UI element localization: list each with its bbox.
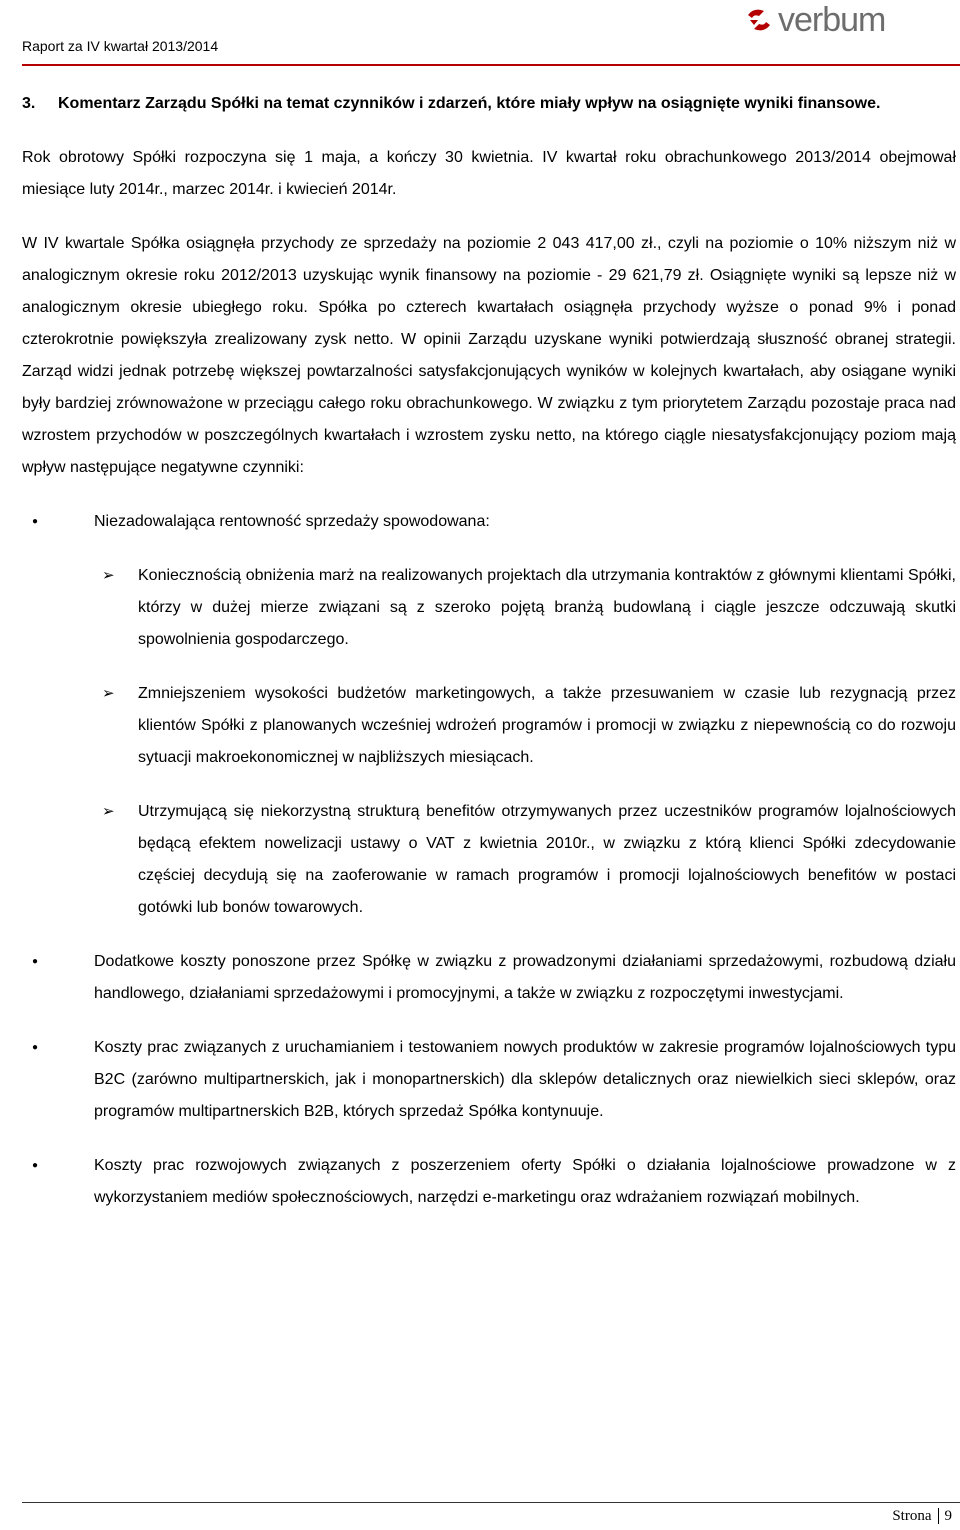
page-label: Strona — [892, 1508, 932, 1524]
footer-separator — [938, 1508, 939, 1524]
sub-list-item-text: Koniecznością obniżenia marż na realizowanych projektach dla utrzymania kontraktów z głównymi klientami Spółki, którzy w dużej mierze związani są z szeroko pojętą branżą budowlaną i ciągle jeszcze odczuwają skutki spowolnienia gospodarczego. — [138, 567, 956, 648]
sub-list-item-text: Zmniejszeniem wysokości budżetów marketingowych, a także przesuwaniem w czasie lub rezygnacją przez klientów Spółki z planowanych wcześniej wdrożeń programów i promocji w związku z niepewnością co do rozwoju sytuacji makroekonomicznej w najbliższych miesiącach. — [138, 685, 956, 766]
list-item-text: Koszty prac rozwojowych związanych z poszerzeniem oferty Spółki o działania lojalnościowe prowadzone w z wykorzystaniem mediów społecznościowych, narzędzi e-marketingu oraz wdrażaniem rozwiązań mobilnych. — [94, 1157, 956, 1206]
spacer — [22, 484, 956, 506]
list-item-text: Dodatkowe koszty ponoszone przez Spółkę w związku z prowadzonymi działaniami sprzedażowymi, rozbudową działu handlowego, działaniami sprzedażowymi i promocyjnymi, a także w związku z rozpoczętymi inwestycjami. — [94, 953, 956, 1002]
list-item — [22, 506, 956, 538]
list-item-text: Koszty prac związanych z uruchamianiem i testowaniem nowych produktów w zakresie programów lojalnościowych typu B2C (zarówno multipartnerskich, jak i monopartnerskich) dla sklepów detalicznych oraz niewielkich sieci sklepów, oraz programów multipartnerskich B2B, których sprzedaż Spółka kontynuuje. — [94, 1039, 956, 1120]
arrow-bullet-icon: ➢ — [102, 803, 115, 820]
paragraph-results: W IV kwartale Spółka osiągnęła przychody ze sprzedaży na poziomie 2 043 417,00 zł., czyli na poziomie o 10% niższym niż w analogicznym okresie roku 2012/2013 uzyskując wynik finansowy na poziomie - 29 621,79 zł. Osiągnięte wyniki są lepsze niż w analogicznym okresie ubiegłego roku. Spółka po czterech kwartałach osiągnęła przychody wyższe o ponad 9% i ponad czterokrotnie powiększyła zrealizowany zysk netto. W opinii Zarządu uzyskane wyniki potwierdzają słuszność obranej strategii. Zarząd widzi jednak potrzebę większej powtarzalności satysfakcjonujących wyników w kolejnych kwartałach, aby osiągane wyniki były bardziej zrównoważone w przeciągu całego roku obrachunkowego. W związku z tym priorytetem Zarządu pozostaje praca nad wzrostem przychodów w poszczególnych kwartałach i wzrostem zysku netto, na którego ciągle niesatysfakcjonujący poziom mają wpływ następujące negatywne czynniki: — [22, 235, 956, 476]
sub-list-item — [22, 560, 956, 656]
page-header — [0, 0, 960, 72]
verbum-logo — [744, 0, 914, 40]
spacer — [22, 774, 956, 796]
sub-list-item — [22, 678, 956, 774]
list-item — [22, 1032, 956, 1128]
bullet-dot-icon: ● — [32, 1042, 39, 1053]
spacer — [22, 1128, 956, 1150]
spacer — [22, 656, 956, 678]
spacer — [22, 924, 956, 946]
page-content — [22, 88, 956, 1214]
spacer — [22, 538, 956, 560]
spacer — [22, 120, 956, 142]
page-footer — [892, 1508, 952, 1525]
arrow-bullet-icon: ➢ — [102, 567, 115, 584]
arrow-bullet-icon: ➢ — [102, 685, 115, 702]
section-heading — [22, 88, 956, 120]
list-item-text: Niezadowalająca rentowność sprzedaży spowodowana: — [94, 513, 490, 530]
bullet-dot-icon: ● — [32, 516, 39, 527]
logo-text: verbum — [778, 0, 886, 39]
spacer — [22, 206, 956, 228]
list-item — [22, 1150, 956, 1214]
header-divider — [22, 64, 960, 66]
paragraph-fiscal-year: Rok obrotowy Spółki rozpoczyna się 1 maja, a kończy 30 kwietnia. IV kwartał roku obrachunkowego 2013/2014 obejmował miesiące luty 2014r., marzec 2014r. i kwiecień 2014r. — [22, 149, 956, 198]
report-title: Raport za IV kwartał 2013/2014 — [22, 38, 219, 54]
sub-list-item — [22, 796, 956, 924]
page-number: 9 — [944, 1508, 952, 1524]
logo-mark-icon — [744, 5, 774, 35]
bullet-dot-icon: ● — [32, 1160, 39, 1171]
spacer — [22, 1010, 956, 1032]
footer-divider — [22, 1502, 960, 1503]
bullet-dot-icon: ● — [32, 956, 39, 967]
section-title: Komentarz Zarządu Spółki na temat czynników i zdarzeń, które miały wpływ na osiągnięte wyniki finansowe. — [58, 95, 881, 112]
list-item — [22, 946, 956, 1010]
section-number: 3. — [22, 95, 36, 112]
sub-list-item-text: Utrzymującą się niekorzystną strukturą benefitów otrzymywanych przez uczestników programów lojalnościowych będącą efektem nowelizacji ustawy o VAT z kwietnia 2010r., w związku z którą klienci Spółki zdecydowanie częściej decydują się na zaoferowanie w ramach programów i promocji lojalnościowych benefitów w postaci gotówki lub bonów towarowych. — [138, 803, 956, 916]
